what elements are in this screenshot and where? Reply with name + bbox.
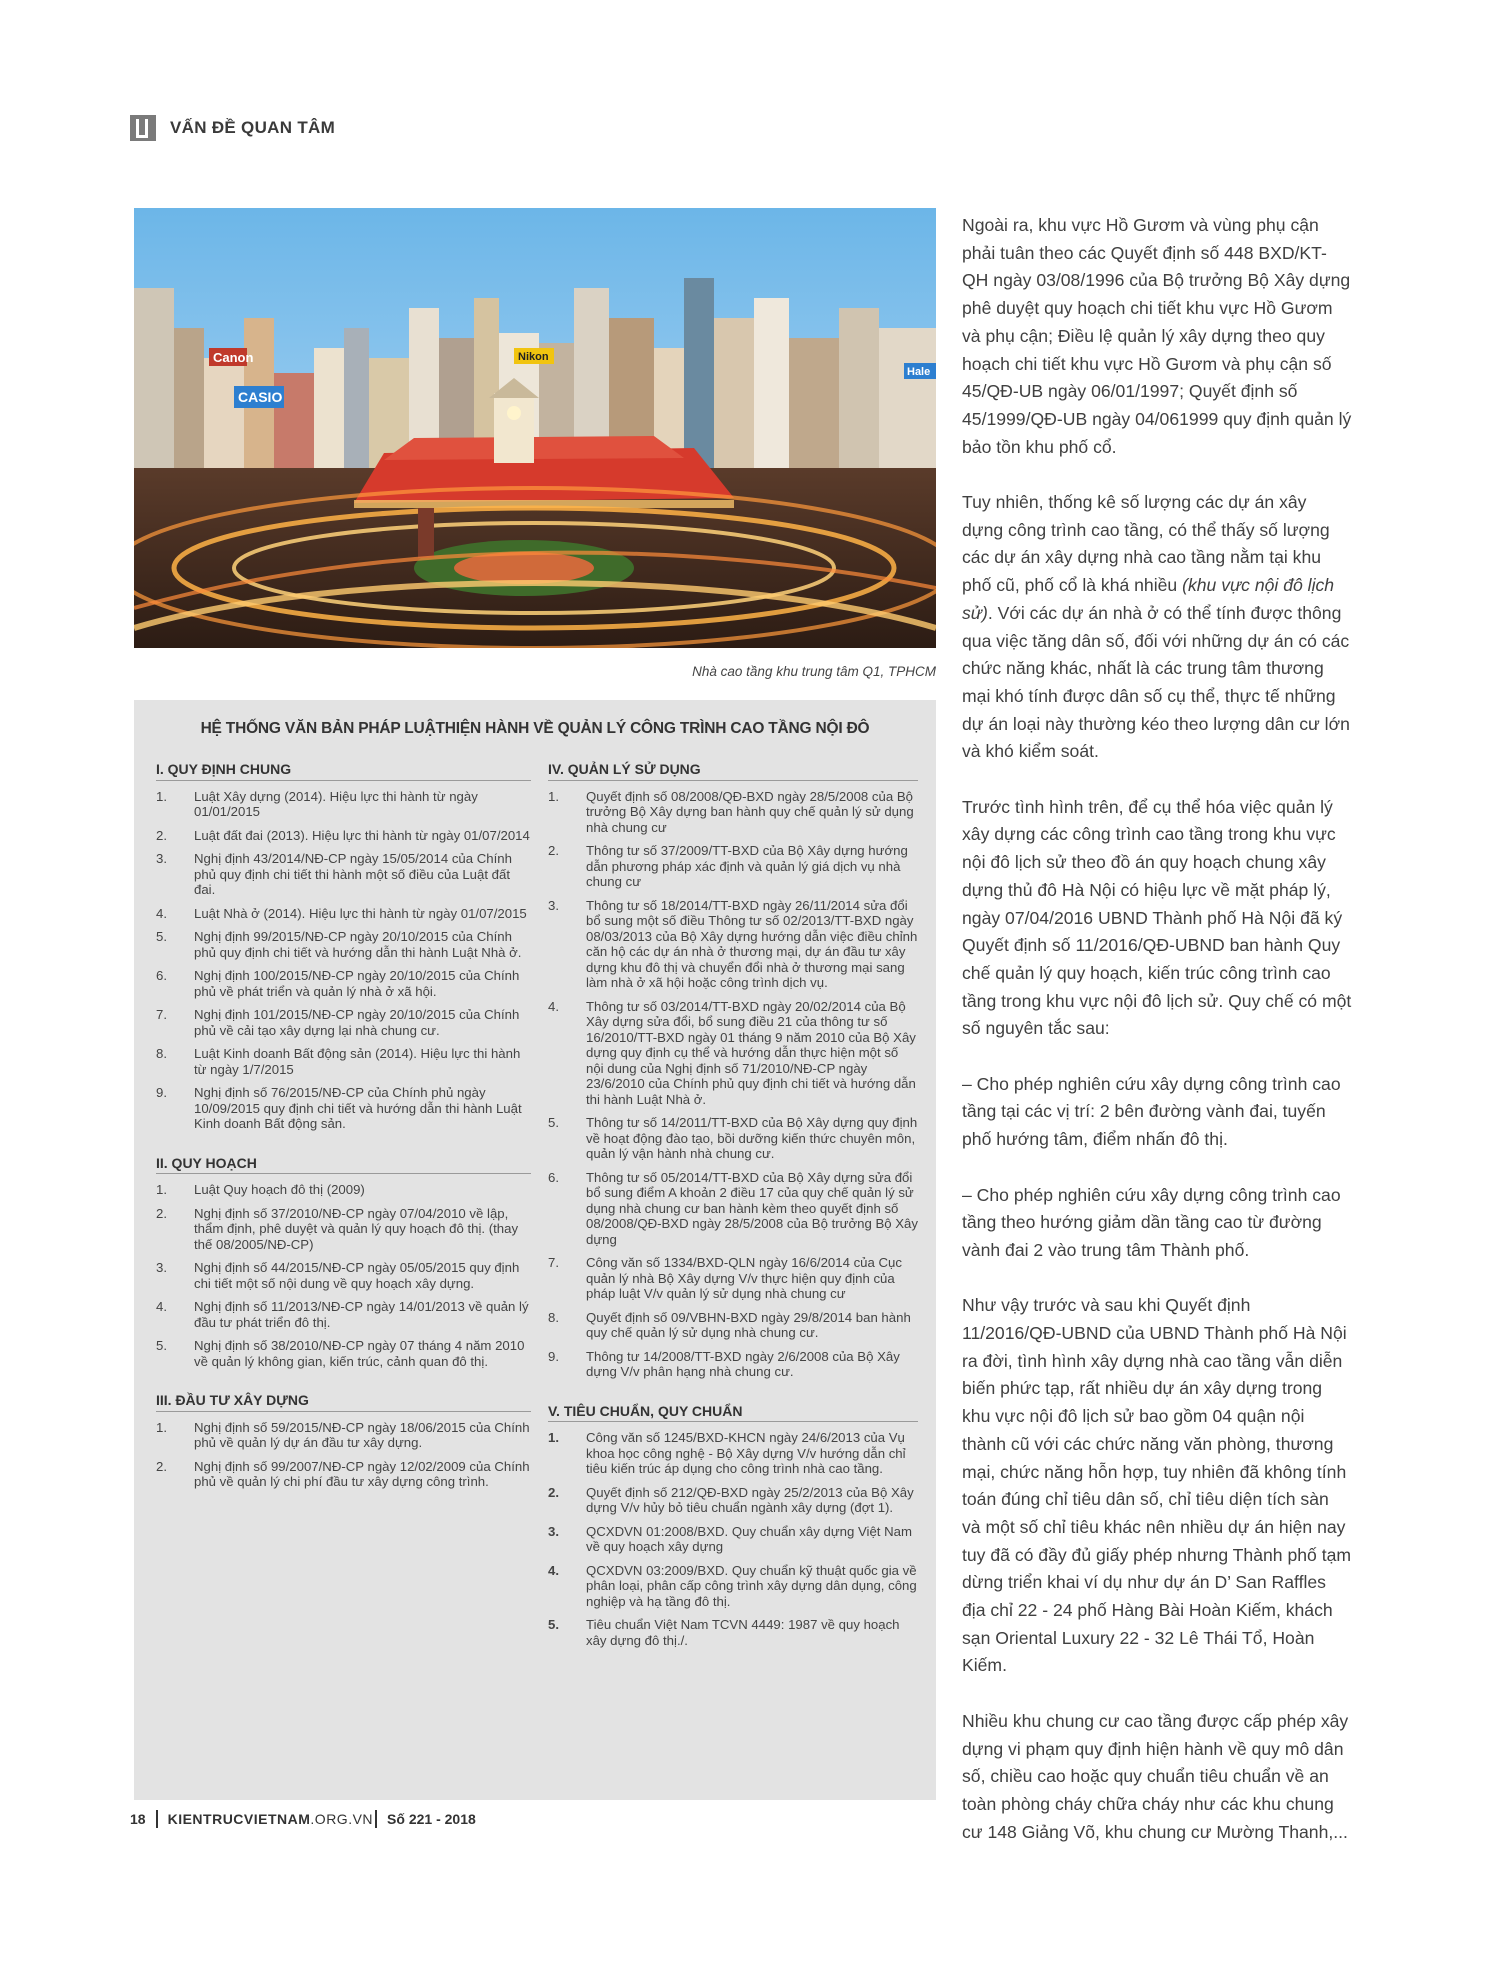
list-item: 7. Công văn số 1334/BXD-QLN ngày 16/6/2014 của Cục quản lý nhà Bộ Xây dựng V/v thực hiện quy định của pháp luật V/v quản lý sử dụng nhà chung cư xyxy=(548,1255,902,1301)
city-photo xyxy=(134,208,936,648)
article-body xyxy=(962,212,1352,1874)
list-item: 5. Nghị định 99/2015/NĐ-CP ngày 20/10/2015 của Chính phủ quy định chi tiết và hướng dẫn thi hành Luật Nhà ở. xyxy=(156,929,522,960)
group-heading: V. TIÊU CHUẨN, QUY CHUẨN xyxy=(548,1404,918,1423)
article-paragraph: Tuy nhiên, thống kê số lượng các dự án xây dựng công trình cao tầng, có thể thấy số lượng các dự án xây dựng nhà cao tầng nằm tại khu phố cũ, phố cổ là khá nhiều (khu vực nội đô lịch sử). Với các dự án nhà ở có thể tính được thông qua việc tăng dân số, đối với những dự án có các chức năng khác, nhất là các trung tâm thương mại khó tính được dân số cụ thể, thực tế những dự án loại này thường kéo theo lượng dân cư lớn và khó kiểm soát. xyxy=(962,492,1350,762)
box-column-right xyxy=(548,762,918,1672)
list-item: 1. Nghị định số 59/2015/NĐ-CP ngày 18/06/2015 của Chính phủ về quản lý dự án đầu tư xây dựng. xyxy=(156,1419,530,1450)
list-item: 6. Nghị định 100/2015/NĐ-CP ngày 20/10/2015 của Chính phủ về phát triển và quản lý nhà ở xã hội. xyxy=(156,968,520,999)
nikon-sign-text: Nikon xyxy=(518,351,549,363)
list-item: 5. Nghị định số 38/2010/NĐ-CP ngày 07 tháng 4 năm 2010 về quản lý không gian, kiến trúc, cảnh quan đô thị. xyxy=(156,1338,525,1369)
list-item: 3. Nghị định số 44/2015/NĐ-CP ngày 05/05/2015 quy định chi tiết một số nội dung về quy hoạch xây dựng. xyxy=(156,1260,520,1291)
article-paragraph: Như vậy trước và sau khi Quyết định 11/2016/QĐ-UBND của UBND Thành phố Hà Nội ra đời, tình hình xây dựng nhà cao tầng vẫn diễn biến phức tạp, rất nhiều dự án xây dựng trong khu vực nội đô lịch sử bao gồm 04 quận nội thành cũ với các chức năng văn phòng, thương mại, chức năng hỗn hợp, tuy nhiên đã không tính toán đúng chỉ tiêu dân số, chỉ tiêu diện tích sàn và một số chỉ tiêu khác nên nhiều dự án hiện nay tuy đã có đầy đủ giấy phép nhưng Thành phố tạm dừng triển khai ví dụ như dự án D’ San Raffles địa chỉ 22 - 24 phố Hàng Bài Hoàn Kiếm, khách sạn Oriental Luxury 22 - 32 Lê Thái Tổ, Hoàn Kiếm. xyxy=(962,1295,1352,1676)
list-item: 1. Luật Quy hoạch đô thị (2009) xyxy=(156,1182,365,1197)
list-item: 1. Công văn số 1245/BXD-KHCN ngày 24/6/2013 của Vụ khoa học công nghệ - Bộ Xây dựng V/v hướng dẫn chỉ tiêu kiến trúc áp dụng cho công trình nhà cao tầng. xyxy=(548,1430,906,1476)
group-planning xyxy=(156,1156,531,1370)
box-column-left xyxy=(156,762,531,1514)
article-paragraph: Nhiều khu chung cư cao tầng được cấp phép xây dựng vi phạm quy định hiện hành về quy mô dân số, chiều cao hoặc quy chuẩn tiêu chuẩn về an toàn phòng cháy chữa cháy như các khu chung cư 148 Giảng Võ, khu chung cư Mường Thanh,... xyxy=(962,1710,1349,1842)
group-heading: II. QUY HOẠCH xyxy=(156,1156,531,1175)
page-footer xyxy=(130,1808,476,1830)
footer-divider xyxy=(156,1810,158,1828)
group-heading: IV. QUẢN LÝ SỬ DỤNG xyxy=(548,762,918,781)
footer-divider xyxy=(375,1810,377,1828)
photo-caption: Nhà cao tầng khu trung tâm Q1, TPHCM xyxy=(692,664,936,679)
group-heading: I. QUY ĐỊNH CHUNG xyxy=(156,762,531,781)
list-item: 7. Nghị định 101/2015/NĐ-CP ngày 20/10/2015 của Chính phủ về cải tạo xây dựng lại nhà chung cư. xyxy=(156,1007,520,1038)
group-standards xyxy=(548,1404,918,1649)
page-number: 18 xyxy=(130,1811,146,1827)
list-item: 6. Thông tư số 05/2014/TT-BXD của Bộ Xây dựng sửa đổi bổ sung điểm A khoản 2 điều 17 của quy chế quản lý sử dụng nhà chung cư ban hành kèm theo quyết định số 08/2008/QĐ-BXD ngày 28/5/2008 của Bộ trưởng Bộ Xây dựng xyxy=(548,1169,918,1247)
list-item: 2. Thông tư số 37/2009/TT-BXD của Bộ Xây dựng hướng dẫn phương pháp xác định và quản lý giá dịch vụ nhà chung cư xyxy=(548,843,908,889)
group-heading: III. ĐẦU TƯ XÂY DỰNG xyxy=(156,1393,531,1412)
list-item: 9. Nghị định số 76/2015/NĐ-CP của Chính phủ ngày 10/09/2015 quy định chi tiết và hướng dẫn thi hành Luật Kinh doanh Bất động sản. xyxy=(156,1085,522,1131)
list-item: 4. QCXDVN 03:2009/BXD. Quy chuẩn kỹ thuật quốc gia về phân loại, phân cấp công trình xây dựng dân dụng, công nghiệp và hạ tầng đô thị. xyxy=(548,1562,917,1609)
magazine-logo-icon xyxy=(130,115,156,141)
list-item: 2. Quyết định số 212/QĐ-BXD ngày 25/2/2013 của Bộ Xây dựng V/v hủy bỏ tiêu chuẩn ngành xây dựng (đợt 1). xyxy=(548,1484,914,1515)
list-item: 8. Luật Kinh doanh Bất động sản (2014). Hiệu lực thi hành từ ngày 1/7/2015 xyxy=(156,1046,521,1077)
list-item: 3. QCXDVN 01:2008/BXD. Quy chuẩn xây dựng Việt Nam về quy hoạch xây dựng xyxy=(548,1523,912,1554)
site-name: KIENTRUCVIETNAM.ORG.VN xyxy=(167,1811,374,1827)
article-paragraph: – Cho phép nghiên cứu xây dựng công trình cao tầng tại các vị trí: 2 bên đường vành đai, tuyến phố hướng tâm, điểm nhấn đô thị. xyxy=(962,1073,1341,1150)
group-usage-management xyxy=(548,762,918,1380)
canon-sign-text: Canon xyxy=(213,350,254,365)
list-item: 2. Nghị định số 99/2007/NĐ-CP ngày 12/02/2009 của Chính phủ về quản lý chi phí đầu tư xây dựng công trình. xyxy=(156,1458,530,1489)
group-construction-investment xyxy=(156,1393,531,1490)
article-paragraph: Trước tình hình trên, để cụ thể hóa việc quản lý xây dựng các công trình cao tầng trong khu vực nội đô lịch sử theo đồ án quy hoạch chung xây dựng thủ đô Hà Nội có hiệu lực về mặt pháp lý, ngày 07/04/2016 UBND Thành phố Hà Nội đã ký Quyết định số 11/2016/QĐ-UBND ban hành Quy chế quản lý quy hoạch, kiến trúc công trình cao tầng trong khu vực nội đô lịch sử. Quy chế có một số nguyên tắc sau: xyxy=(962,796,1352,1039)
hale-sign-text: Hale xyxy=(907,366,931,378)
issue-number: Số 221 - 2018 xyxy=(387,1811,476,1827)
list-item: 5. Tiêu chuẩn Việt Nam TCVN 4449: 1987 về quy hoạch xây dựng đô thị./. xyxy=(548,1617,900,1648)
list-item: 1. Quyết định số 08/2008/QĐ-BXD ngày 28/5/2008 của Bộ trưởng Bộ Xây dựng ban hành quy chế quản lý sử dụng nhà chung cư xyxy=(548,788,914,835)
box-title: HỆ THỐNG VĂN BẢN PHÁP LUẬTHIỆN HÀNH VỀ QUẢN LÝ CÔNG TRÌNH CAO TẦNG NỘI ĐÔ xyxy=(200,720,870,737)
list-item: 4. Luật Nhà ở (2014). Hiệu lực thi hành từ ngày 01/07/2015 xyxy=(156,905,527,921)
list-item: 2. Nghị định số 37/2010/NĐ-CP ngày 07/04/2010 về lập, thẩm định, phê duyệt và quản lý quy hoạch đô thị. (thay thế 08/2005/NĐ-CP) xyxy=(156,1205,519,1252)
casio-sign-text: CASIO xyxy=(238,389,283,405)
list-item: 2. Luật đất đai (2013). Hiệu lực thi hành từ ngày 01/07/2014 xyxy=(156,827,530,843)
article-paragraph: Ngoài ra, khu vực Hồ Gươm và vùng phụ cận phải tuân theo các Quyết định số 448 BXD/KT-QH ngày 03/08/1996 của Bộ trưởng Bộ Xây dựng phê duyệt quy hoạch chi tiết khu vực Hồ Gươm và phụ cận; Điều lệ quản lý xây dựng theo quy hoạch chi tiết khu vực Hồ Gươm và phụ cận số 45/QĐ-UB ngày 06/01/1997; Quyết định số 45/1999/QĐ-UB ngày 04/061999 quy định quản lý bảo tồn khu phố cổ. xyxy=(962,215,1352,457)
list-item: 5. Thông tư số 14/2011/TT-BXD của Bộ Xây dựng quy định về hoạt động đào tạo, bồi dưỡng kiến thức chuyên môn, quản lý vận hành nhà chung cư. xyxy=(548,1115,918,1161)
list-item: 9. Thông tư 14/2008/TT-BXD ngày 2/6/2008 của Bộ Xây dựng V/v phân hạng nhà chung cư. xyxy=(548,1348,900,1379)
list-item: 1. Luật Xây dựng (2014). Hiệu lực thi hành từ ngày 01/01/2015 xyxy=(156,788,478,819)
list-item: 3. Nghị định 43/2014/NĐ-CP ngày 15/05/2014 của Chính phủ quy định chi tiết thi hành một số điều của Luật đất đai. xyxy=(156,851,512,897)
legal-documents-box xyxy=(134,700,936,1800)
section-title: VẤN ĐỀ QUAN TÂM xyxy=(170,118,336,137)
article-paragraph: – Cho phép nghiên cứu xây dựng công trình cao tầng theo hướng giảm dần tầng cao từ đường vành đai 2 vào trung tâm Thành phố. xyxy=(962,1184,1341,1260)
page-header xyxy=(130,112,335,144)
list-item: 4. Thông tư số 03/2014/TT-BXD ngày 20/02/2014 của Bộ Xây dựng sửa đổi, bổ sung điều 21 của thông tư số 16/2010/TT-BXD ngày 01 tháng 9 năm 2010 của Bộ Xây dựng quy định cụ thể và hướng dẫn thực hiện một số nội dung của Nghị định số 71/2010/NĐ-CP ngày 23/6/2010 của Chính phủ quy định chi tiết và hướng dẫn thi hành Luật Nhà ở. xyxy=(548,998,916,1107)
group-general-regulations xyxy=(156,762,531,1132)
list-item: 3. Thông tư số 18/2014/TT-BXD ngày 26/11/2014 sửa đổi bổ sung một số điều Thông tư số 02/2013/TT-BXD ngày 08/03/2013 của Bộ Xây dựng hướng dẫn việc điều chỉnh căn hộ các dự án nhà ở thương mại, dự án đầu tư xây dựng khu đô thị và chuyển đổi nhà ở thương mại sang làm nhà ở xã hội hoặc công trình dịch vụ. xyxy=(548,897,918,990)
list-item: 4. Nghị định số 11/2013/NĐ-CP ngày 14/01/2013 về quản lý đầu tư phát triển đô thị. xyxy=(156,1299,529,1330)
list-item: 8. Quyết định số 09/VBHN-BXD ngày 29/8/2014 ban hành quy chế quản lý sử dụng nhà chung cư. xyxy=(548,1309,911,1340)
